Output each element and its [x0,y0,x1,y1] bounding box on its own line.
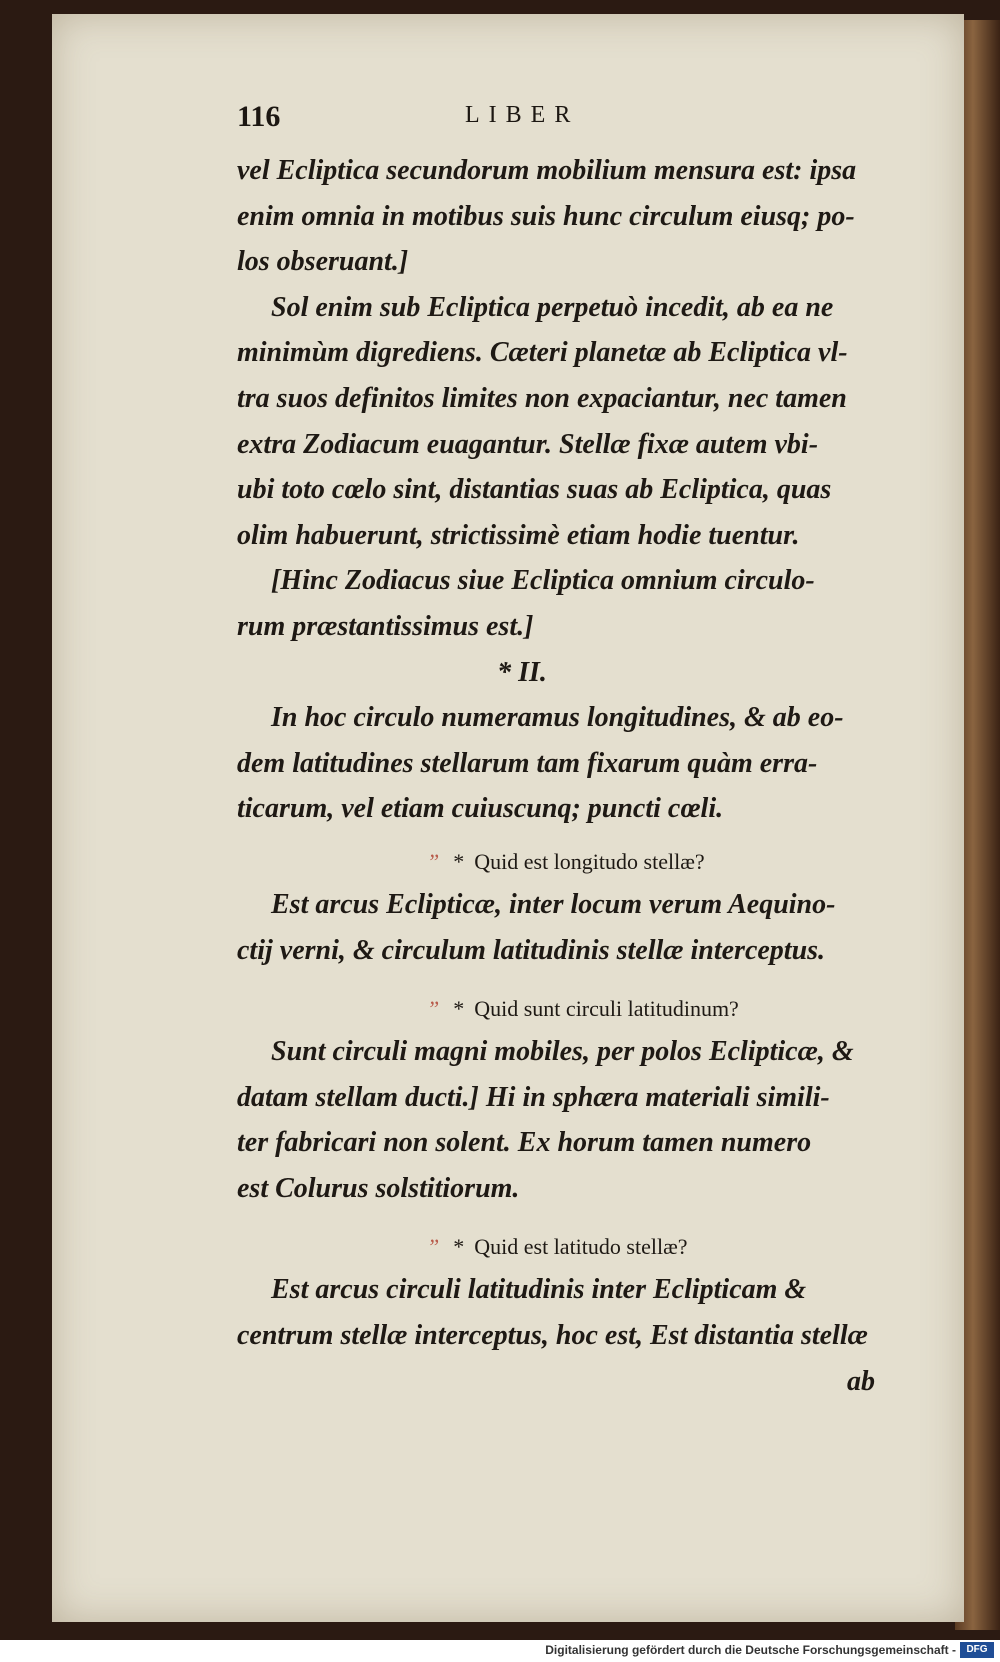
text-line: datam stellam ducti.] Hi in sphæra materiali simili- [237,1081,830,1113]
text-line: ctij verni, & circulum latitudinis stellæ interceptus. [237,934,826,966]
marginal-quote-mark: ” [427,1234,440,1260]
text-line: [Hinc Zodiacus siue Ecliptica omnium circulo- [271,565,815,597]
section-number: * II. [497,656,547,688]
question-text: Quid est latitudo stellæ? [474,1234,688,1260]
text-line: los obseruant.] [237,246,409,278]
question-line [237,989,937,1029]
question-line [237,842,937,882]
text-line: ubi toto cœlo sint, distantias suas ab Ecliptica, quas [237,474,832,506]
text-line: ter fabricari non solent. Ex horum tamen numero [237,1127,812,1159]
text-line: vel Ecliptica secundorum mobilium mensura est: ipsa [237,155,857,186]
asterisk-icon: * [453,848,465,874]
text-line: centrum stellæ interceptus, hoc est, Est distantia stellæ [237,1320,868,1352]
page-text [237,148,937,1404]
text-line: Est arcus circuli latitudinis inter Eclipticam & [271,1274,807,1306]
marginal-quote-mark: ” [427,996,440,1022]
question-text: Quid est longitudo stellæ? [474,848,705,874]
text-line: Est arcus Eclipticæ, inter locum verum Aequino- [271,888,836,920]
text-line: extra Zodiacum euagantur. Stellæ fixæ autem vbi- [237,428,819,460]
asterisk-icon: * [453,996,465,1022]
text-line: Sunt circuli magni mobiles, per polos Eclipticæ, & [271,1036,854,1068]
text-line: olim habuerunt, strictissimè etiam hodie tuentur. [237,519,800,551]
text-line: est Colurus solstitiorum. [237,1172,520,1204]
dfg-logo: DFG [960,1642,994,1658]
page-header [185,100,705,140]
running-title: LIBER [465,102,580,128]
footer-bar [0,1640,1000,1662]
page-number: 116 [237,100,281,133]
text-line: enim omnia in motibus suis hunc circulum eiusq; po- [237,200,855,232]
text-line: minimùm digrediens. Cæteri planetæ ab Ecliptica vl- [237,337,848,369]
text-line: In hoc circulo numeramus longitudines, & ab eo- [271,702,844,734]
text-line: tra suos definitos limites non expaciantur, nec tamen [237,382,847,414]
text-line: ticarum, vel etiam cuiuscunq; puncti cœli. [237,793,724,825]
text-line: dem latitudines stellarum tam fixarum quàm erra- [237,747,818,779]
marginal-quote-mark: ” [427,848,440,874]
text-line: Sol enim sub Ecliptica perpetuò incedit, ab ea ne [271,291,834,323]
footer-credit: Digitalisierung gefördert durch die Deutsche Forschungsgemeinschaft - [545,1643,956,1657]
question-line [237,1227,937,1267]
text-line: rum præstantissimus est.] [237,610,534,642]
catchword: ab [847,1365,875,1397]
asterisk-icon: * [453,1234,465,1260]
question-text: Quid sunt circuli latitudinum? [474,996,739,1022]
